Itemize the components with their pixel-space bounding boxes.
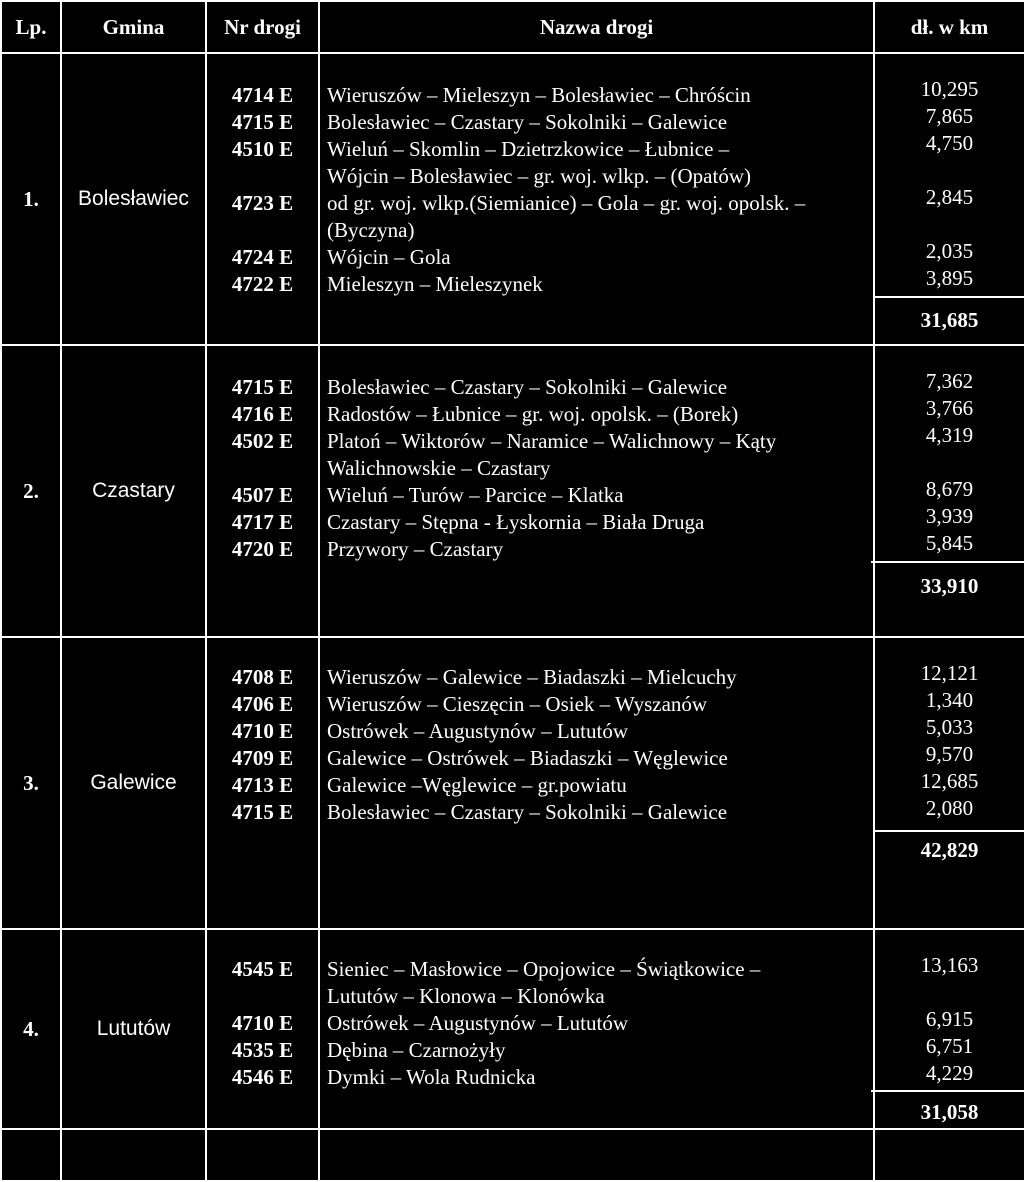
road-names-cell xyxy=(319,929,874,1129)
road-lengths-cell xyxy=(874,637,1024,929)
road-number: 4724 E xyxy=(231,245,294,269)
header-gmina: Gmina xyxy=(61,1,206,53)
road-numbers-cell xyxy=(206,929,319,1129)
road-length: 12,121 xyxy=(920,661,979,685)
road-number xyxy=(207,983,318,1010)
road-name: Wieruszów – Galewice – Biadaszki – Mielcuchy xyxy=(327,665,737,689)
road-name: Ostrówek – Augustynów – Lututów xyxy=(327,1011,628,1035)
road-name: od gr. woj. wlkp.(Siemianice) – Gola – gr. woj. opolsk. – xyxy=(327,191,806,215)
road-number xyxy=(207,455,318,482)
header-row xyxy=(1,1,1024,53)
road-length xyxy=(875,157,1024,184)
road-number: 4710 E xyxy=(231,719,294,743)
road-number: 4720 E xyxy=(231,537,294,561)
road-length: 7,362 xyxy=(925,369,974,393)
empty-cell xyxy=(319,1129,874,1181)
road-number: 4545 E xyxy=(231,957,294,981)
road-name: Czastary – Stępna - Łyskornia – Biała Druga xyxy=(327,510,705,534)
header-length: dł. w km xyxy=(874,1,1024,53)
header-lp: Lp. xyxy=(1,1,61,53)
road-number: 4709 E xyxy=(231,746,294,770)
road-name: Bolesławiec – Czastary – Sokolniki – Galewice xyxy=(327,800,728,824)
road-length: 2,080 xyxy=(925,796,974,820)
road-name: Ostrówek – Augustynów – Lututów xyxy=(327,719,628,743)
road-length: 4,229 xyxy=(925,1061,974,1085)
road-length: 6,915 xyxy=(925,1007,974,1031)
road-length: 13,163 xyxy=(920,953,979,977)
road-name: Walichnowskie – Czastary xyxy=(327,456,551,480)
empty-cell xyxy=(206,1129,319,1181)
road-name: Wieruszów – Mieleszyn – Bolesławiec – Chróścin xyxy=(327,83,751,107)
row-gmina: Czastary xyxy=(61,345,206,637)
row-lp: 1. xyxy=(1,53,61,345)
road-name: Wójcin – Bolesławiec – gr. woj. wlkp. – (Opatów) xyxy=(327,164,751,188)
road-number: 4507 E xyxy=(231,483,294,507)
road-number: 4717 E xyxy=(231,510,294,534)
empty-cell xyxy=(61,1129,206,1181)
road-numbers-cell xyxy=(206,53,319,345)
road-length: 5,033 xyxy=(925,715,974,739)
table-row xyxy=(1,53,1024,345)
road-length: 1,340 xyxy=(925,688,974,712)
road-name: Wieluń – Turów – Parcice – Klatka xyxy=(327,483,624,507)
road-length: 2,845 xyxy=(925,185,974,209)
road-length: 7,865 xyxy=(925,104,974,128)
road-length: 6,751 xyxy=(925,1034,974,1058)
road-numbers-cell xyxy=(206,345,319,637)
road-name: Dębina – Czarnożyły xyxy=(327,1038,506,1062)
row-total: 42,829 xyxy=(920,838,979,862)
road-number: 4715 E xyxy=(231,110,294,134)
road-number: 4714 E xyxy=(231,83,294,107)
road-length: 3,939 xyxy=(925,504,974,528)
row-gmina: Bolesławiec xyxy=(61,53,206,345)
road-name: Wieluń – Skomlin – Dzietrzkowice – Łubnice – xyxy=(327,137,730,161)
row-lp: 4. xyxy=(1,929,61,1129)
road-name: Wieruszów – Cieszęcin – Osiek – Wyszanów xyxy=(327,692,708,716)
total-rule xyxy=(875,296,1024,298)
road-names-cell xyxy=(319,637,874,929)
road-length: 2,035 xyxy=(925,239,974,263)
road-names-cell xyxy=(319,345,874,637)
road-name: Lututów – Klonowa – Klonówka xyxy=(327,984,605,1008)
row-total: 31,058 xyxy=(920,1100,979,1124)
road-numbers-cell xyxy=(206,637,319,929)
road-number: 4715 E xyxy=(231,800,294,824)
table-row xyxy=(1,637,1024,929)
road-names-cell xyxy=(319,53,874,345)
road-length: 3,766 xyxy=(925,396,974,420)
row-total: 31,685 xyxy=(920,308,979,332)
road-length: 4,750 xyxy=(925,131,974,155)
road-length xyxy=(875,449,1024,476)
road-name: Mieleszyn – Mieleszynek xyxy=(327,272,543,296)
row-lp: 3. xyxy=(1,637,61,929)
road-number: 4713 E xyxy=(231,773,294,797)
table-row xyxy=(1,929,1024,1129)
road-number: 4502 E xyxy=(231,429,294,453)
road-number: 4723 E xyxy=(231,191,294,215)
total-rule xyxy=(871,561,1024,563)
row-total: 33,910 xyxy=(920,574,979,598)
road-number: 4706 E xyxy=(231,692,294,716)
table-row xyxy=(1,345,1024,637)
road-length: 3,895 xyxy=(925,266,974,290)
row-gmina: Galewice xyxy=(61,637,206,929)
road-name: Platoń – Wiktorów – Naramice – Walichnowy – Kąty xyxy=(327,429,777,453)
row-lp: 2. xyxy=(1,345,61,637)
road-number: 4546 E xyxy=(231,1065,294,1089)
road-number: 4535 E xyxy=(231,1038,294,1062)
road-number: 4722 E xyxy=(231,272,294,296)
road-length: 10,295 xyxy=(920,77,979,101)
road-length: 5,845 xyxy=(925,531,974,555)
header-nr: Nr drogi xyxy=(206,1,319,53)
row-gmina: Lututów xyxy=(61,929,206,1129)
road-length: 4,319 xyxy=(925,423,974,447)
road-length: 8,679 xyxy=(925,477,974,501)
road-name: Dymki – Wola Rudnicka xyxy=(327,1065,536,1089)
road-length: 9,570 xyxy=(925,742,974,766)
road-lengths-cell xyxy=(874,53,1024,345)
road-number: 4716 E xyxy=(231,402,294,426)
road-number: 4715 E xyxy=(231,375,294,399)
road-name: Galewice – Ostrówek – Biadaszki – Węglewice xyxy=(327,746,728,770)
road-length: 12,685 xyxy=(920,769,979,793)
road-number: 4510 E xyxy=(231,137,294,161)
road-number xyxy=(207,217,318,244)
road-lengths-cell xyxy=(874,345,1024,637)
road-name: Radostów – Łubnice – gr. woj. opolsk. – (Borek) xyxy=(327,402,739,426)
road-lengths-cell xyxy=(874,929,1024,1129)
road-number: 4708 E xyxy=(231,665,294,689)
road-name: Przywory – Czastary xyxy=(327,537,504,561)
road-number xyxy=(207,163,318,190)
road-number: 4710 E xyxy=(231,1011,294,1035)
road-name: Wójcin – Gola xyxy=(327,245,451,269)
road-name: Bolesławiec – Czastary – Sokolniki – Galewice xyxy=(327,110,728,134)
empty-row xyxy=(1,1129,1024,1181)
total-rule xyxy=(871,1090,1024,1092)
empty-cell xyxy=(874,1129,1024,1181)
road-name: Sieniec – Masłowice – Opojowice – Świątkowice – xyxy=(327,957,761,981)
empty-cell xyxy=(1,1129,61,1181)
total-rule xyxy=(875,830,1024,832)
road-name: Bolesławiec – Czastary – Sokolniki – Galewice xyxy=(327,375,728,399)
road-length xyxy=(875,211,1024,238)
header-name: Nazwa drogi xyxy=(319,1,874,53)
road-length xyxy=(875,979,1024,1006)
road-name: (Byczyna) xyxy=(327,218,415,242)
road-name: Galewice –Węglewice – gr.powiatu xyxy=(327,773,627,797)
